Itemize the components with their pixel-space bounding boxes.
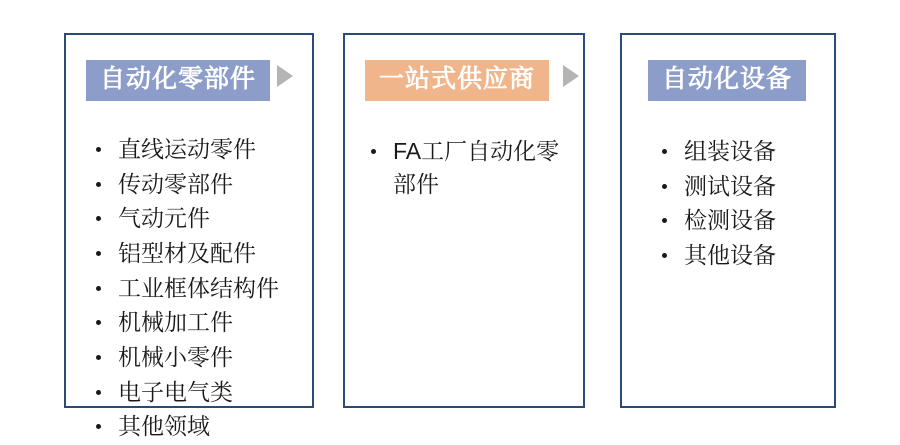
panel-1-list xyxy=(92,133,302,445)
panel-automation-equipment xyxy=(620,33,836,408)
list-item: 机械小零件 xyxy=(92,341,302,374)
arrow-right-icon-2 xyxy=(563,65,579,87)
list-item: 气动元件 xyxy=(92,202,302,235)
panel-3-header: 自动化设备 xyxy=(648,60,806,101)
list-item: 电子电气类 xyxy=(92,376,302,409)
list-item: 工业框体结构件 xyxy=(92,272,302,305)
panel-automation-parts xyxy=(64,33,314,440)
list-item: 其他设备 xyxy=(658,239,824,272)
list-item: 其他领域 xyxy=(92,410,302,443)
panel-3-list xyxy=(658,135,824,274)
list-item: 机械加工件 xyxy=(92,306,302,339)
list-item: FA工厂自动化零部件 xyxy=(367,135,573,200)
panel-2-list xyxy=(367,135,573,202)
list-item: 铝型材及配件 xyxy=(92,237,302,270)
panel-2-header: 一站式供应商 xyxy=(365,60,549,101)
list-item: 传动零部件 xyxy=(92,168,302,201)
list-item: 直线运动零件 xyxy=(92,133,302,166)
list-item: 组装设备 xyxy=(658,135,824,168)
panel-one-stop-supplier xyxy=(343,33,585,408)
arrow-right-icon-1 xyxy=(277,65,293,87)
list-item: 测试设备 xyxy=(658,170,824,203)
list-item: 检测设备 xyxy=(658,204,824,237)
panel-1-header: 自动化零部件 xyxy=(86,60,270,101)
